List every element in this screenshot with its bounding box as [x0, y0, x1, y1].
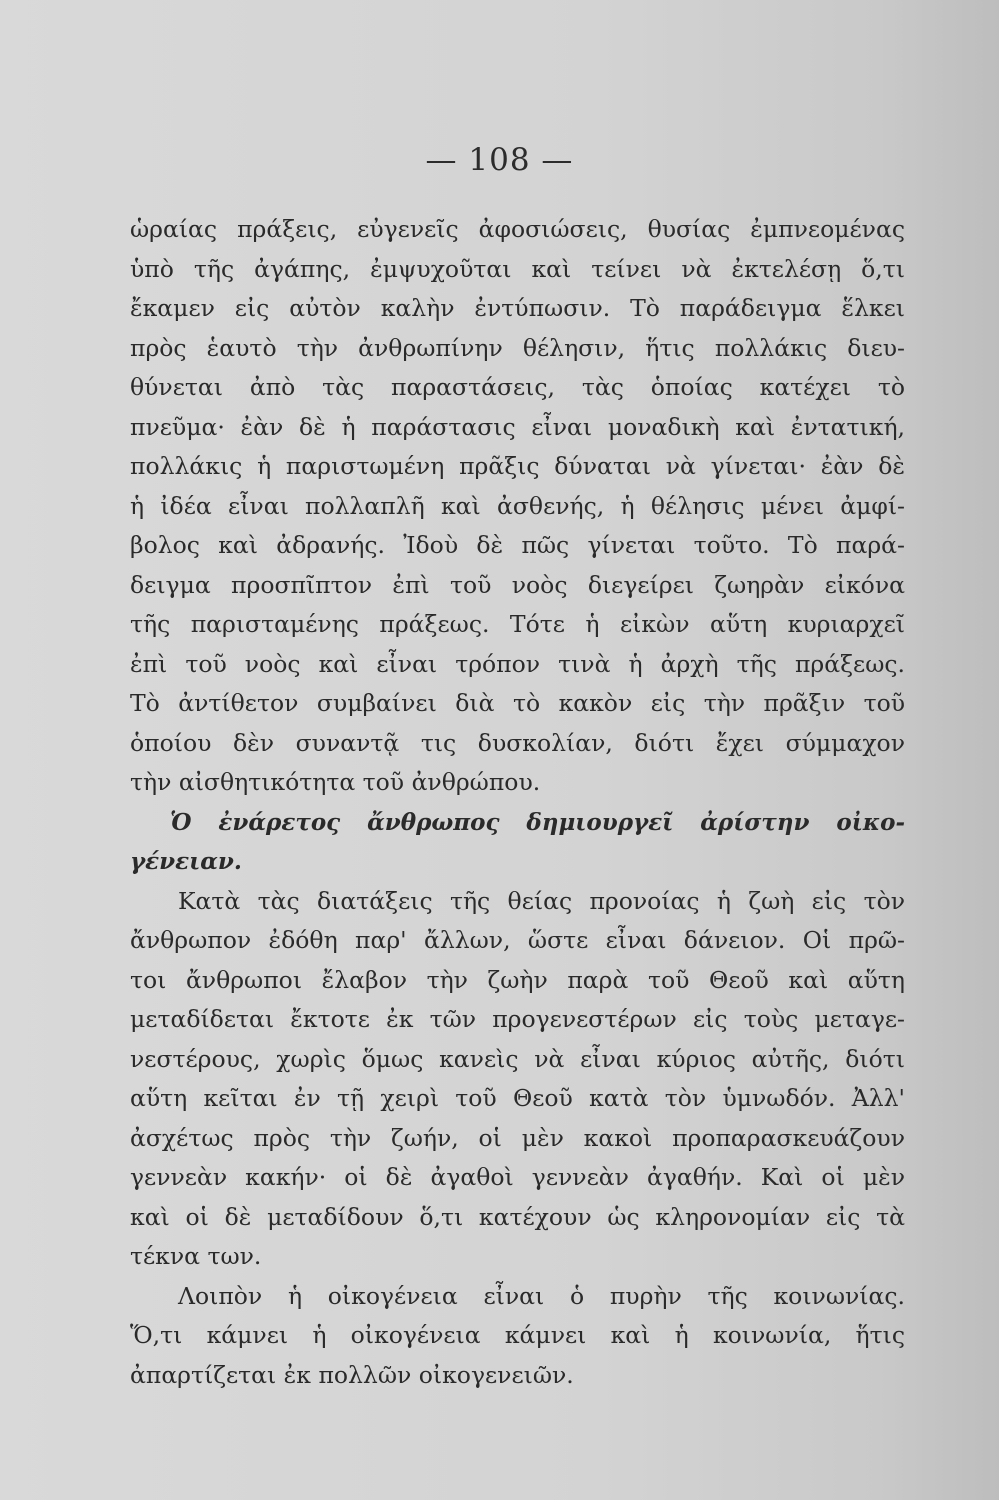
text-line: τέκνα των. [130, 1242, 262, 1270]
text-line: τοι ἄνθρωποι ἔλαβον τὴν ζωὴν παρὰ τοῦ Θεοῦ καὶ αὕτη [130, 965, 905, 994]
text-line: βολος καὶ ἀδρανής. Ἰδοὺ δὲ πῶς γίνεται τοῦτο. Τὸ παρά- [130, 531, 905, 559]
text-line: ὁποίου δὲν συναντᾷ τις δυσκολίαν, διότι ἔχει σύμμαχον [130, 728, 905, 757]
text-line: ὑπὸ τῆς ἀγάπης, ἐμψυχοῦται καὶ τείνει νὰ ἐκτελέσῃ ὅ,τι [130, 254, 905, 283]
text-line: τὴν αἰσθητικότητα τοῦ ἀνθρώπου. [130, 768, 541, 796]
section-heading: Ὁ ἐνάρετος ἄνθρωπος δημιουργεῖ ἀρίστην οἰκο- [170, 808, 905, 836]
text-line: Κατὰ τὰς διατάξεις τῆς θείας προνοίας ἡ ζωὴ εἰς τὸν [178, 886, 905, 915]
text-line: πολλάκις ἡ παριστωμένη πρᾶξις δύναται νὰ γίνεται· ἐὰν δὲ [130, 452, 905, 480]
text-line: Τὸ ἀντίθετον συμβαίνει διὰ τὸ κακὸν εἰς τὴν πρᾶξιν τοῦ [130, 689, 905, 717]
text-line: ἄνθρωπον ἐδόθη παρ' ἄλλων, ὥστε εἶναι δάνειον. Οἱ πρῶ- [130, 926, 905, 954]
text-line: δειγμα προσπῖπτον ἐπὶ τοῦ νοὸς διεγείρει ζωηρὰν εἰκόνα [130, 570, 905, 599]
text-line: νεστέρους, χωρὶς ὅμως κανεὶς νὰ εἶναι κύριος αὐτῆς, διότι [130, 1044, 905, 1073]
text-line: αὕτη κεῖται ἐν τῇ χειρὶ τοῦ Θεοῦ κατὰ τὸν ὑμνωδόν. Ἀλλ' [130, 1084, 905, 1112]
page-number: — 108 — [425, 142, 574, 178]
text-line: Λοιπὸν ἡ οἰκογένεια εἶναι ὁ πυρὴν τῆς κοινωνίας. [178, 1281, 905, 1310]
text-line: ἀσχέτως πρὸς τὴν ζωήν, οἱ μὲν κακοὶ προπαρασκευάζουν [130, 1123, 905, 1152]
text-line: πνεῦμα· ἐὰν δὲ ἡ παράστασις εἶναι μοναδικὴ καὶ ἐντατική, [130, 412, 905, 441]
text-line: ἔκαμεν εἰς αὐτὸν καλὴν ἐντύπωσιν. Τὸ παράδειγμα ἕλκει [130, 294, 905, 322]
text-line: ὡραίας πράξεις, εὐγενεῖς ἀφοσιώσεις, θυσίας ἐμπνεομένας [130, 215, 905, 243]
text-line: ἡ ἰδέα εἶναι πολλαπλῆ καὶ ἀσθενής, ἡ θέλησις μένει ἀμφί- [130, 491, 905, 520]
text-line: τῆς παρισταμένης πράξεως. Τότε ἡ εἰκὼν αὕτη κυριαρχεῖ [130, 610, 905, 638]
text-line: ἐπὶ τοῦ νοὸς καὶ εἶναι τρόπον τινὰ ἡ ἀρχὴ τῆς πράξεως. [130, 649, 905, 678]
text-line: γεννεὰν κακήν· οἱ δὲ ἀγαθοὶ γεννεὰν ἀγαθήν. Καὶ οἱ μὲν [130, 1163, 905, 1191]
body-text [130, 210, 905, 1395]
section-heading-continued: γένειαν. [130, 848, 242, 875]
text-line: μεταδίδεται ἔκτοτε ἐκ τῶν προγενεστέρων εἰς τοὺς μεταγε- [130, 1005, 905, 1033]
text-line: πρὸς ἑαυτὸ τὴν ἀνθρωπίνην θέλησιν, ἥτις πολλάκις διευ- [130, 333, 905, 362]
text-line: θύνεται ἀπὸ τὰς παραστάσεις, τὰς ὁποίας κατέχει τὸ [130, 373, 905, 401]
text-line: καὶ οἱ δὲ μεταδίδουν ὅ,τι κατέχουν ὡς κληρονομίαν εἰς τὰ [130, 1202, 905, 1231]
text-line: ἀπαρτίζεται ἐκ πολλῶν οἰκογενειῶν. [130, 1360, 574, 1389]
text-line: Ὅ,τι κάμνει ἡ οἰκογένεια κάμνει καὶ ἡ κοινωνία, ἥτις [130, 1321, 905, 1349]
